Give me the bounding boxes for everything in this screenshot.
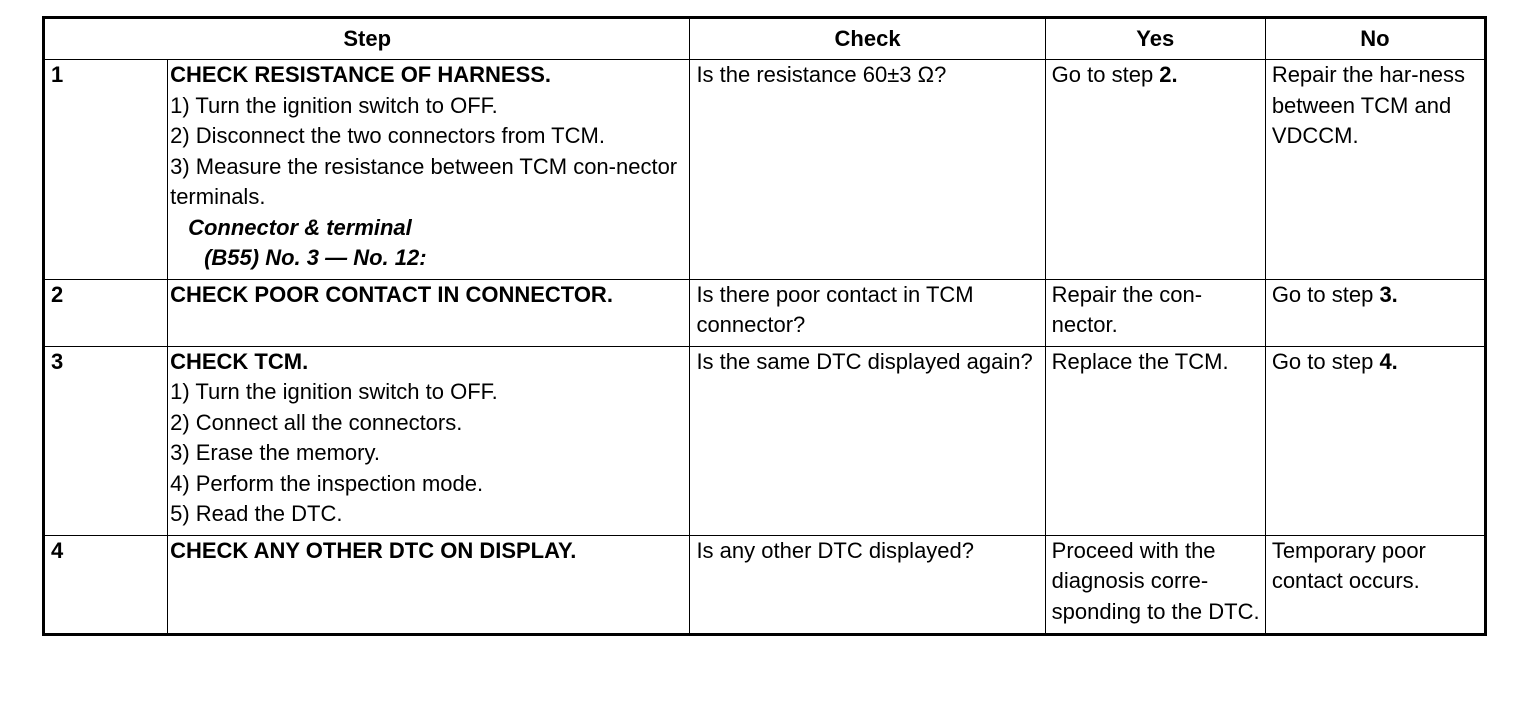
step-number: 4 [44,535,168,635]
step-title: CHECK ANY OTHER DTC ON DISPLAY. [170,537,577,563]
yes-cell: Proceed with the diagnosis corre-sponding to the DTC. [1045,535,1265,635]
step-cell [168,279,690,346]
check-cell: Is any other DTC displayed? [690,535,1045,635]
step-number: 3 [44,346,168,535]
check-cell: Is there poor contact in TCM connector? [690,279,1045,346]
step-title: CHECK TCM. [170,348,309,374]
connector-value: (B55) No. 3 — No. 12: [204,245,427,270]
yes-cell: Replace the TCM. [1045,346,1265,535]
substep: 1) Turn the ignition switch to OFF. [170,92,498,118]
no-cell: Repair the har-ness between TCM and VDCCM. [1265,60,1485,280]
no-cell: Temporary poor contact occurs. [1265,535,1485,635]
no-cell [1265,346,1485,535]
table-row [44,60,1486,280]
yes-cell: Repair the con-nector. [1045,279,1265,346]
connector-label: Connector & terminal [188,214,412,240]
table-row [44,346,1486,535]
diagnostic-table [42,16,1487,636]
step-cell [168,346,690,535]
substep: 3) Measure the resistance between TCM con-nector terminals. [170,153,678,209]
step-cell [168,60,690,280]
no-text: Go to step [1271,281,1380,307]
substep: 2) Disconnect the two connectors from TCM. [170,123,605,148]
no-step-ref: 4. [1379,348,1398,374]
yes-step-ref: 2. [1159,62,1178,87]
no-cell [1265,279,1485,346]
table-row [44,279,1486,346]
no-step-ref: 3. [1379,281,1398,307]
no-text: Go to step [1271,348,1380,374]
yes-text: Go to step [1051,62,1160,87]
step-cell [168,535,690,635]
step-title: CHECK RESISTANCE OF HARNESS. [170,62,552,87]
header-step: Step [44,18,690,60]
header-check: Check [690,18,1045,60]
step-number: 1 [44,60,168,280]
substep: 1) Turn the ignition switch to OFF. [170,379,498,404]
step-number: 2 [44,279,168,346]
substep: 2) Connect all the connectors. [170,409,463,435]
table-row [44,535,1486,635]
substep: 4) Perform the inspection mode. [170,470,484,496]
header-no: No [1265,18,1485,60]
substep: 3) Erase the memory. [170,440,380,465]
substep: 5) Read the DTC. [170,501,343,526]
header-yes: Yes [1045,18,1265,60]
check-cell: Is the resistance 60±3 Ω? [690,60,1045,280]
check-cell: Is the same DTC displayed again? [690,346,1045,535]
yes-cell [1045,60,1265,280]
step-title: CHECK POOR CONTACT IN CONNECTOR. [170,281,613,307]
table-header-row [44,18,1486,60]
